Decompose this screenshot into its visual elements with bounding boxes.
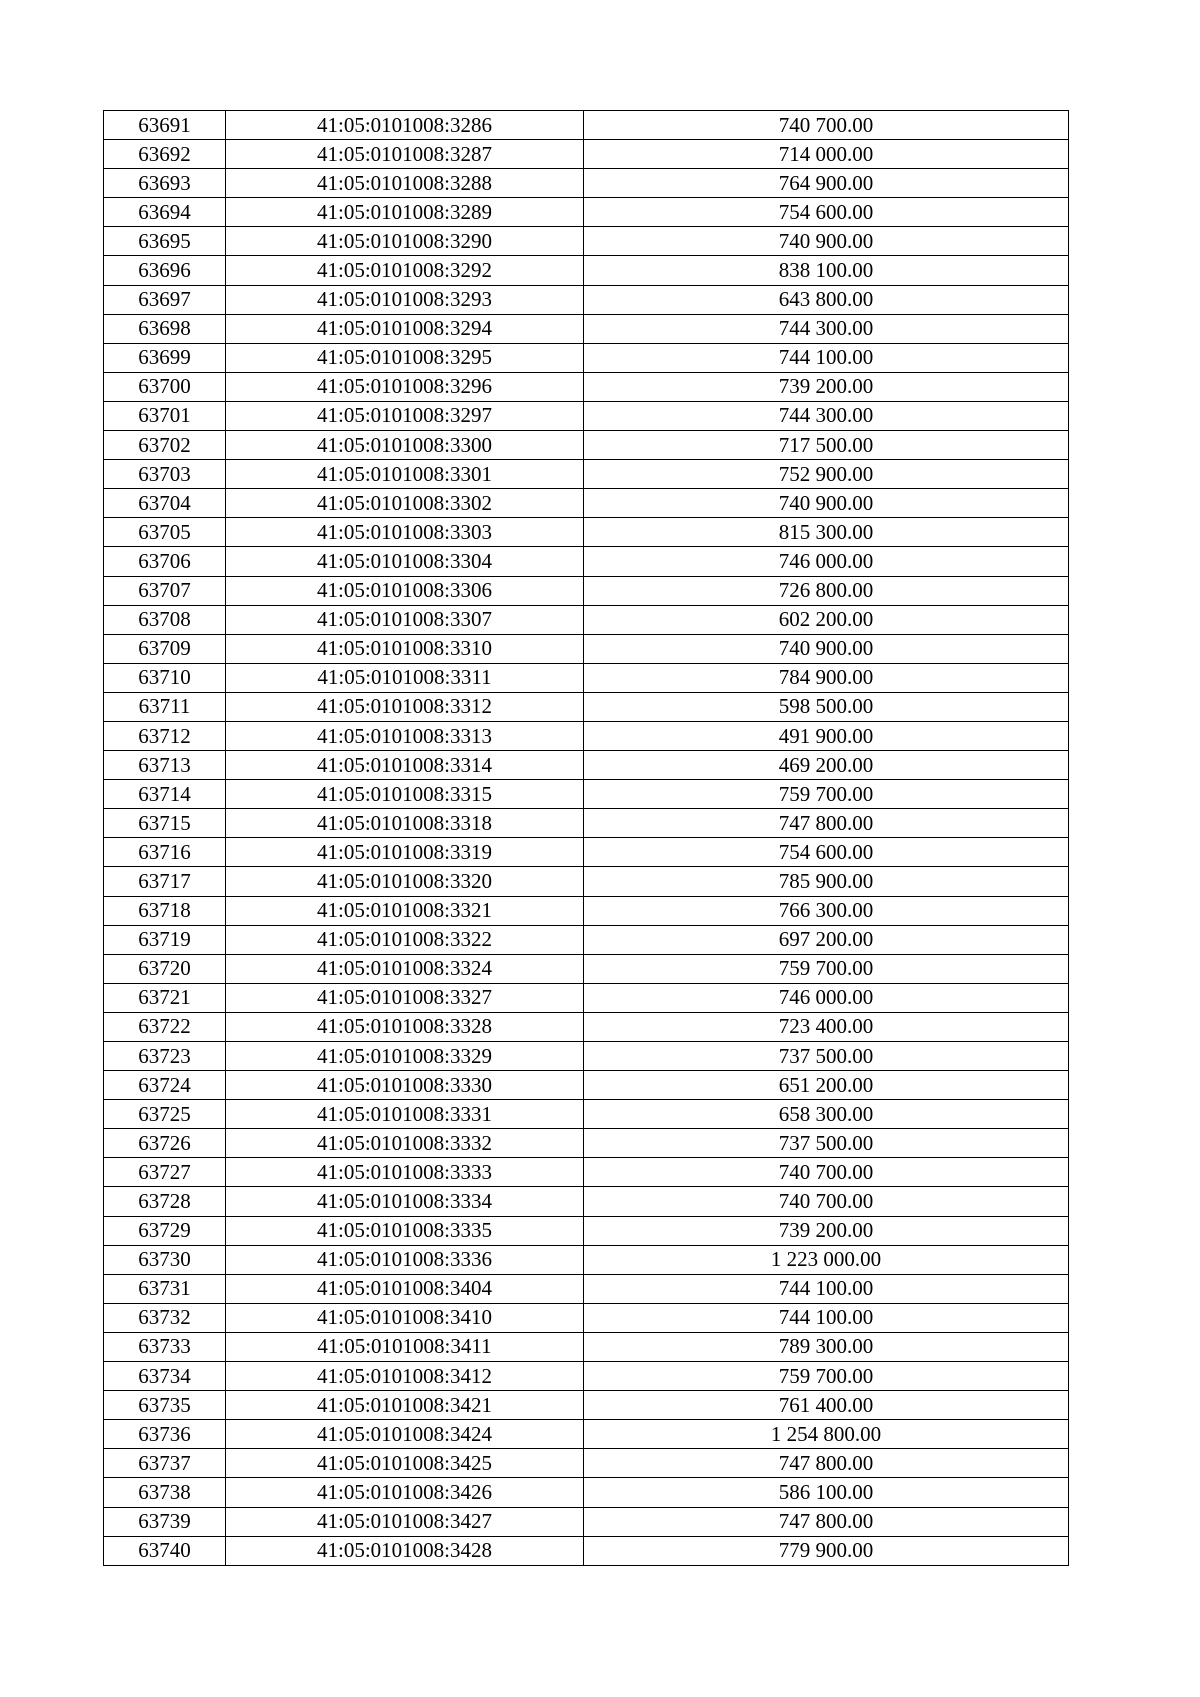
table-row	[104, 1071, 1069, 1100]
table-row	[104, 780, 1069, 809]
cadastral-value-cell: 744 100.00	[584, 1303, 1069, 1332]
row-number-cell: 63713	[104, 751, 226, 780]
row-number-cell: 63737	[104, 1449, 226, 1478]
table-row	[104, 867, 1069, 896]
cadastral-number-cell: 41:05:0101008:3404	[226, 1274, 584, 1303]
cadastral-number-cell: 41:05:0101008:3421	[226, 1391, 584, 1420]
row-number-cell: 63698	[104, 314, 226, 343]
table-row	[104, 431, 1069, 460]
row-number-cell: 63725	[104, 1100, 226, 1129]
cadastral-value-cell: 759 700.00	[584, 954, 1069, 983]
cadastral-value-cell: 740 700.00	[584, 111, 1069, 140]
row-number-cell: 63705	[104, 518, 226, 547]
row-number-cell: 63738	[104, 1478, 226, 1507]
row-number-cell: 63719	[104, 925, 226, 954]
cadastral-number-cell: 41:05:0101008:3307	[226, 605, 584, 634]
cadastral-number-cell: 41:05:0101008:3320	[226, 867, 584, 896]
cadastral-number-cell: 41:05:0101008:3288	[226, 169, 584, 198]
table-row	[104, 1245, 1069, 1274]
table-row	[104, 1536, 1069, 1565]
row-number-cell: 63731	[104, 1274, 226, 1303]
cadastral-value-cell: 740 900.00	[584, 489, 1069, 518]
cadastral-number-cell: 41:05:0101008:3319	[226, 838, 584, 867]
table-row	[104, 1507, 1069, 1536]
cadastral-number-cell: 41:05:0101008:3304	[226, 547, 584, 576]
row-number-cell: 63740	[104, 1536, 226, 1565]
row-number-cell: 63729	[104, 1216, 226, 1245]
table-row	[104, 518, 1069, 547]
row-number-cell: 63709	[104, 634, 226, 663]
cadastral-number-cell: 41:05:0101008:3311	[226, 663, 584, 692]
cadastral-value-cell: 697 200.00	[584, 925, 1069, 954]
row-number-cell: 63707	[104, 576, 226, 605]
cadastral-value-cell: 785 900.00	[584, 867, 1069, 896]
cadastral-number-cell: 41:05:0101008:3313	[226, 721, 584, 750]
cadastral-number-cell: 41:05:0101008:3334	[226, 1187, 584, 1216]
cadastral-number-cell: 41:05:0101008:3427	[226, 1507, 584, 1536]
cadastral-number-cell: 41:05:0101008:3290	[226, 227, 584, 256]
table-row	[104, 1274, 1069, 1303]
row-number-cell: 63720	[104, 954, 226, 983]
cadastral-number-cell: 41:05:0101008:3312	[226, 692, 584, 721]
cadastral-value-cell: 746 000.00	[584, 983, 1069, 1012]
table-row	[104, 605, 1069, 634]
cadastral-value-cell: 744 300.00	[584, 314, 1069, 343]
cadastral-number-cell: 41:05:0101008:3335	[226, 1216, 584, 1245]
table-row	[104, 634, 1069, 663]
row-number-cell: 63724	[104, 1071, 226, 1100]
cadastral-number-cell: 41:05:0101008:3300	[226, 431, 584, 460]
row-number-cell: 63701	[104, 401, 226, 430]
cadastral-value-cell: 717 500.00	[584, 431, 1069, 460]
row-number-cell: 63734	[104, 1362, 226, 1391]
cadastral-number-cell: 41:05:0101008:3292	[226, 256, 584, 285]
cadastral-value-cell: 739 200.00	[584, 1216, 1069, 1245]
cadastral-number-cell: 41:05:0101008:3289	[226, 198, 584, 227]
row-number-cell: 63721	[104, 983, 226, 1012]
cadastral-value-cell: 739 200.00	[584, 372, 1069, 401]
cadastral-number-cell: 41:05:0101008:3286	[226, 111, 584, 140]
cadastral-number-cell: 41:05:0101008:3324	[226, 954, 584, 983]
cadastral-value-cell: 779 900.00	[584, 1536, 1069, 1565]
cadastral-value-cell: 747 800.00	[584, 809, 1069, 838]
cadastral-value-cell: 723 400.00	[584, 1012, 1069, 1041]
cadastral-number-cell: 41:05:0101008:3410	[226, 1303, 584, 1332]
cadastral-value-cell: 602 200.00	[584, 605, 1069, 634]
cadastral-number-cell: 41:05:0101008:3321	[226, 896, 584, 925]
cadastral-value-cell: 754 600.00	[584, 198, 1069, 227]
cadastral-value-cell: 586 100.00	[584, 1478, 1069, 1507]
table-row	[104, 140, 1069, 169]
cadastral-number-cell: 41:05:0101008:3293	[226, 285, 584, 314]
cadastral-value-cell: 714 000.00	[584, 140, 1069, 169]
row-number-cell: 63733	[104, 1332, 226, 1361]
cadastral-value-cell: 746 000.00	[584, 547, 1069, 576]
cadastral-number-cell: 41:05:0101008:3301	[226, 460, 584, 489]
cadastral-value-cell: 764 900.00	[584, 169, 1069, 198]
cadastral-number-cell: 41:05:0101008:3332	[226, 1129, 584, 1158]
row-number-cell: 63696	[104, 256, 226, 285]
table-row	[104, 838, 1069, 867]
cadastral-value-cell: 740 900.00	[584, 227, 1069, 256]
cadastral-value-cell: 838 100.00	[584, 256, 1069, 285]
table-row	[104, 983, 1069, 1012]
row-number-cell: 63708	[104, 605, 226, 634]
table-row	[104, 1216, 1069, 1245]
table-row	[104, 1129, 1069, 1158]
row-number-cell: 63692	[104, 140, 226, 169]
cadastral-number-cell: 41:05:0101008:3426	[226, 1478, 584, 1507]
cadastral-value-cell: 726 800.00	[584, 576, 1069, 605]
row-number-cell: 63728	[104, 1187, 226, 1216]
table-row	[104, 285, 1069, 314]
cadastral-value-cell: 658 300.00	[584, 1100, 1069, 1129]
row-number-cell: 63714	[104, 780, 226, 809]
row-number-cell: 63732	[104, 1303, 226, 1332]
cadastral-value-cell: 747 800.00	[584, 1507, 1069, 1536]
row-number-cell: 63700	[104, 372, 226, 401]
table-row	[104, 1303, 1069, 1332]
table-row	[104, 1187, 1069, 1216]
row-number-cell: 63711	[104, 692, 226, 721]
table-row	[104, 111, 1069, 140]
row-number-cell: 63730	[104, 1245, 226, 1274]
cadastral-value-cell: 747 800.00	[584, 1449, 1069, 1478]
cadastral-number-cell: 41:05:0101008:3296	[226, 372, 584, 401]
cadastral-number-cell: 41:05:0101008:3331	[226, 1100, 584, 1129]
row-number-cell: 63706	[104, 547, 226, 576]
table-row	[104, 1420, 1069, 1449]
row-number-cell: 63736	[104, 1420, 226, 1449]
cadastral-value-cell: 754 600.00	[584, 838, 1069, 867]
cadastral-value-cell: 744 100.00	[584, 343, 1069, 372]
cadastral-value-cell: 759 700.00	[584, 1362, 1069, 1391]
cadastral-number-cell: 41:05:0101008:3428	[226, 1536, 584, 1565]
cadastral-number-cell: 41:05:0101008:3295	[226, 343, 584, 372]
table-row	[104, 1332, 1069, 1361]
row-number-cell: 63722	[104, 1012, 226, 1041]
row-number-cell: 63739	[104, 1507, 226, 1536]
cadastral-number-cell: 41:05:0101008:3425	[226, 1449, 584, 1478]
cadastral-number-cell: 41:05:0101008:3294	[226, 314, 584, 343]
row-number-cell: 63718	[104, 896, 226, 925]
cadastral-number-cell: 41:05:0101008:3318	[226, 809, 584, 838]
cadastral-number-cell: 41:05:0101008:3424	[226, 1420, 584, 1449]
cadastral-value-cell: 469 200.00	[584, 751, 1069, 780]
row-number-cell: 63735	[104, 1391, 226, 1420]
table-row	[104, 1100, 1069, 1129]
row-number-cell: 63717	[104, 867, 226, 896]
cadastral-value-cell: 1 223 000.00	[584, 1245, 1069, 1274]
cadastral-value-cell: 815 300.00	[584, 518, 1069, 547]
row-number-cell: 63723	[104, 1042, 226, 1071]
cadastral-value-cell: 651 200.00	[584, 1071, 1069, 1100]
cadastral-value-cell: 752 900.00	[584, 460, 1069, 489]
table-row	[104, 169, 1069, 198]
table-row	[104, 721, 1069, 750]
table-row	[104, 896, 1069, 925]
cadastral-number-cell: 41:05:0101008:3327	[226, 983, 584, 1012]
row-number-cell: 63691	[104, 111, 226, 140]
table-row	[104, 460, 1069, 489]
cadastral-number-cell: 41:05:0101008:3412	[226, 1362, 584, 1391]
cadastral-value-cell: 789 300.00	[584, 1332, 1069, 1361]
cadastral-value-cell: 761 400.00	[584, 1391, 1069, 1420]
table-row	[104, 198, 1069, 227]
table-row	[104, 1012, 1069, 1041]
cadastral-value-cell: 740 900.00	[584, 634, 1069, 663]
cadastral-number-cell: 41:05:0101008:3287	[226, 140, 584, 169]
table-row	[104, 547, 1069, 576]
row-number-cell: 63712	[104, 721, 226, 750]
cadastral-number-cell: 41:05:0101008:3310	[226, 634, 584, 663]
cadastral-number-cell: 41:05:0101008:3303	[226, 518, 584, 547]
cadastral-number-cell: 41:05:0101008:3306	[226, 576, 584, 605]
row-number-cell: 63710	[104, 663, 226, 692]
table-row	[104, 227, 1069, 256]
table-body	[104, 111, 1069, 1566]
row-number-cell: 63695	[104, 227, 226, 256]
cadastral-value-cell: 744 100.00	[584, 1274, 1069, 1303]
cadastral-number-cell: 41:05:0101008:3411	[226, 1332, 584, 1361]
cadastral-number-cell: 41:05:0101008:3330	[226, 1071, 584, 1100]
cadastral-number-cell: 41:05:0101008:3297	[226, 401, 584, 430]
cadastral-value-cell: 598 500.00	[584, 692, 1069, 721]
table-row	[104, 1362, 1069, 1391]
table-row	[104, 751, 1069, 780]
table-row	[104, 314, 1069, 343]
cadastral-value-cell: 737 500.00	[584, 1129, 1069, 1158]
table-row	[104, 343, 1069, 372]
row-number-cell: 63716	[104, 838, 226, 867]
cadastral-number-cell: 41:05:0101008:3302	[226, 489, 584, 518]
row-number-cell: 63694	[104, 198, 226, 227]
cadastral-number-cell: 41:05:0101008:3336	[226, 1245, 584, 1274]
cadastral-value-cell: 740 700.00	[584, 1158, 1069, 1187]
cadastral-number-cell: 41:05:0101008:3333	[226, 1158, 584, 1187]
cadastral-value-cell: 766 300.00	[584, 896, 1069, 925]
cadastral-number-cell: 41:05:0101008:3322	[226, 925, 584, 954]
cadastral-value-cell: 737 500.00	[584, 1042, 1069, 1071]
cadastral-number-cell: 41:05:0101008:3314	[226, 751, 584, 780]
row-number-cell: 63715	[104, 809, 226, 838]
row-number-cell: 63704	[104, 489, 226, 518]
table-row	[104, 372, 1069, 401]
cadastral-value-cell: 784 900.00	[584, 663, 1069, 692]
row-number-cell: 63693	[104, 169, 226, 198]
row-number-cell: 63697	[104, 285, 226, 314]
table-row	[104, 1449, 1069, 1478]
table-row	[104, 1042, 1069, 1071]
table-row	[104, 1391, 1069, 1420]
cadastral-value-cell: 1 254 800.00	[584, 1420, 1069, 1449]
table-row	[104, 489, 1069, 518]
cadastral-number-cell: 41:05:0101008:3315	[226, 780, 584, 809]
table-row	[104, 576, 1069, 605]
table-row	[104, 925, 1069, 954]
row-number-cell: 63703	[104, 460, 226, 489]
cadastral-value-cell: 491 900.00	[584, 721, 1069, 750]
row-number-cell: 63699	[104, 343, 226, 372]
cadastral-value-cell: 740 700.00	[584, 1187, 1069, 1216]
row-number-cell: 63726	[104, 1129, 226, 1158]
table-row	[104, 256, 1069, 285]
cadastral-value-cell: 744 300.00	[584, 401, 1069, 430]
table-row	[104, 1478, 1069, 1507]
row-number-cell: 63702	[104, 431, 226, 460]
cadastral-number-cell: 41:05:0101008:3328	[226, 1012, 584, 1041]
table-row	[104, 663, 1069, 692]
cadastral-value-table	[103, 110, 1069, 1566]
cadastral-value-cell: 643 800.00	[584, 285, 1069, 314]
table-row	[104, 401, 1069, 430]
cadastral-value-cell: 759 700.00	[584, 780, 1069, 809]
cadastral-number-cell: 41:05:0101008:3329	[226, 1042, 584, 1071]
table-row	[104, 954, 1069, 983]
row-number-cell: 63727	[104, 1158, 226, 1187]
table-row	[104, 809, 1069, 838]
table-row	[104, 692, 1069, 721]
table-row	[104, 1158, 1069, 1187]
